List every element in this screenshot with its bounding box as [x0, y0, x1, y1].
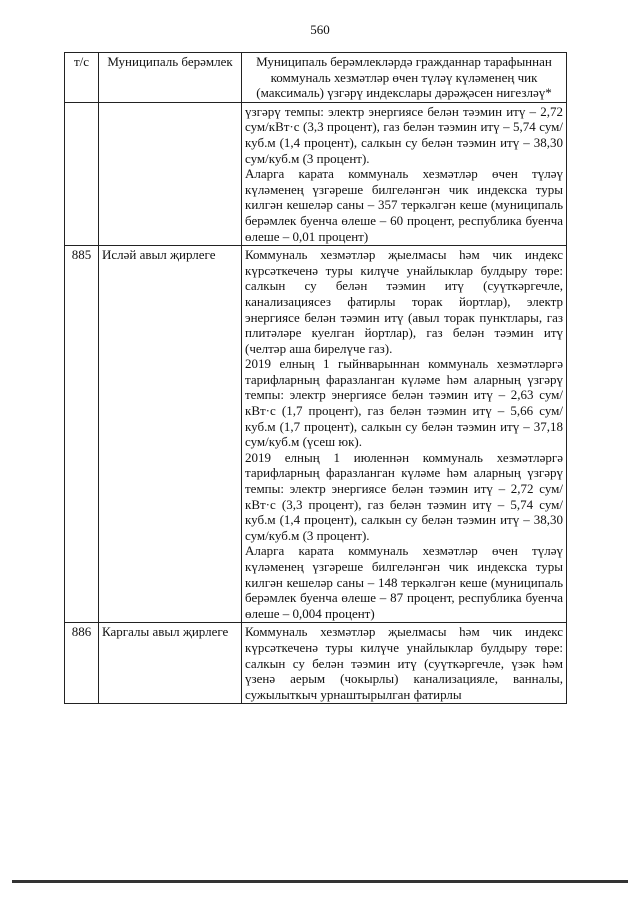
- paragraph: 2019 елның 1 гыйнварыннан коммуналь хезмәтләргә тарифларның фаразланган күләме һәм аларның үзгәрү темпы: электр энергиясе белән тәэмин итү – 2,63 сум/кВт·с (1,7 процент), газ белән тәэмин итү – 5,66 сум/куб.м (1,7 процент), салкын су белән тәэмин итү – 37,18 сум/куб.м (үсеш юк).: [245, 356, 563, 450]
- paragraph: Коммуналь хезмәтләр җыелмасы һәм чик индекс күрсәткеченә туры килүче унайлыклар булдыру төре: салкын су белән тәэмин итү (суүткәргечле, канализациясез фатирлы торак йортлар), электр энергиясе белән тәэмин итү (авыл торак пунктлары, газ плитәләре куелган йортлар), газ белән тәэмин итү (челтәр аша бирелүче газ).: [245, 247, 563, 356]
- row-number: [65, 102, 99, 245]
- row-number: 885: [65, 246, 99, 623]
- header-justification: Муниципаль берәмлекләрдә гражданнар тарафыннан коммуналь хезмәтләр өчен түләү күләменең чик (максималь) үзгәрү индекслары дәрәҗәсен нигезләү*: [242, 53, 567, 103]
- row-municipality: Каргалы авыл җирлеге: [99, 623, 242, 704]
- table-row: [65, 623, 567, 704]
- row-municipality: [99, 102, 242, 245]
- paragraph: 2019 елның 1 июленнән коммуналь хезмәтләргә тарифларның фаразланган күләме һәм аларның үзгәрү темпы: электр энергиясе белән тәэмин итү – 2,72 сум/кВт·с (3,3 процент), газ белән тәэмин итү – 5,74 сум/куб.м (1,4 процент), салкын су белән тәэмин итү – 38,30 сум/куб.м (3 процент).: [245, 449, 563, 543]
- paragraph: Аларга карата коммуналь хезмәтләр өчен түләү күләменең үзгәреше билгеләнгән чик индекска туры килгән кешеләр саны – 357 теркәлгән кеше (муниципаль берәмлек буенча өлеше – 60 процент, республика буенча өлеше – 0,01 процент): [245, 166, 563, 244]
- table-row: [65, 102, 567, 245]
- row-description: [242, 102, 567, 245]
- header-number: т/с: [65, 53, 99, 103]
- table-row: [65, 246, 567, 623]
- paragraph: үзгәрү темпы: электр энергиясе белән тәэмин итү – 2,72 сум/кВт·с (3,3 процент), газ белән тәэмин итү – 5,74 сум/куб.м (1,4 процент), салкын су белән тәэмин итү – 38,30 сум/куб.м (3 процент).: [245, 103, 563, 166]
- paragraph: Аларга карата коммуналь хезмәтләр өчен түләү күләменең үзгәреше билгеләнгән чик индекска туры килгән кешеләр саны – 148 теркәлгән кеше (муниципаль берәмлек буенча өлеше – 87 процент, республика буенча өлеше – 0,004 процент): [245, 543, 563, 621]
- table-header-row: [65, 53, 567, 103]
- row-description: [242, 246, 567, 623]
- tariff-table: [64, 52, 567, 704]
- paragraph: Коммуналь хезмәтләр җыелмасы һәм чик индекс күрсәткеченә туры килүче унайлыклар булдыру төре: салкын су белән тәэмин итү (суүткәргечле, үзәк һәм үзенә аерым (чокырлы) канализацияле, ванналы, сужылыткыч урнаштырылган фатирлы: [245, 624, 563, 702]
- row-number: 886: [65, 623, 99, 704]
- header-municipality: Муниципаль берәмлек: [99, 53, 242, 103]
- scan-edge-line: [12, 880, 628, 883]
- row-municipality: Исләй авыл җирлеге: [99, 246, 242, 623]
- page-number: 560: [310, 22, 330, 37]
- row-description: [242, 623, 567, 704]
